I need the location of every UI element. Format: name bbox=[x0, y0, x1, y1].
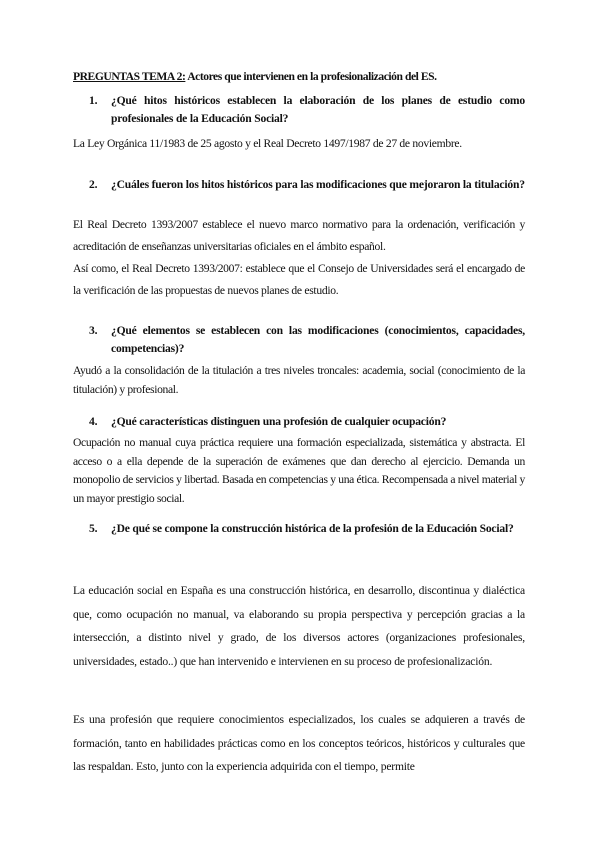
answer-4 bbox=[73, 434, 525, 508]
question-number: 5. bbox=[89, 522, 98, 535]
answer-2 bbox=[73, 214, 525, 302]
answer-paragraph: Ayudó a la consolidación de la titulación a tres niveles troncales: academia, social (conocimiento de la titulación) y profesional. bbox=[73, 364, 525, 396]
question-1 bbox=[89, 92, 525, 128]
question-number: 4. bbox=[89, 415, 98, 428]
answer-5 bbox=[73, 579, 525, 673]
question-text: ¿Cuáles fueron los hitos históricos para las modificaciones que mejoraron la titulación? bbox=[111, 178, 525, 191]
question-number: 1. bbox=[89, 94, 98, 107]
question-2 bbox=[89, 176, 525, 194]
answer-paragraph: El Real Decreto 1393/2007 establece el nuevo marco normativo para la ordenación, verificación y acreditación de enseñanzas universitarias oficiales en el ámbito español. bbox=[73, 218, 525, 253]
question-text: ¿Qué elementos se establecen con las modificaciones (conocimientos, capacidades, competencias)? bbox=[111, 324, 525, 355]
question-3 bbox=[89, 322, 525, 358]
answer-5-continued bbox=[73, 708, 525, 779]
answer-paragraph: Así como, el Real Decreto 1393/2007: establece que el Consejo de Universidades será el encargado de la verificación de las propuestas de nuevos planes de estudio. bbox=[73, 262, 525, 297]
title-text: Actores que intervienen en la profesionalización del ES. bbox=[185, 70, 437, 83]
document-title bbox=[73, 70, 525, 83]
answer-1 bbox=[73, 133, 525, 155]
answer-3 bbox=[73, 362, 525, 399]
question-5 bbox=[89, 520, 525, 538]
answer-paragraph: La Ley Orgánica 11/1983 de 25 agosto y el Real Decreto 1497/1987 de 27 de noviembre. bbox=[73, 137, 462, 150]
answer-paragraph: Es una profesión que requiere conocimientos especializados, los cuales se adquieren a través de formación, tanto en habilidades prácticas como en los conceptos teóricos, históricos y culturales que las respaldan. Esto, junto con la experiencia adquirida con el tiempo, permite bbox=[73, 713, 525, 773]
question-text: ¿Qué características distinguen una profesión de cualquier ocupación? bbox=[111, 415, 447, 428]
question-text: ¿De qué se compone la construcción histórica de la profesión de la Educación Social? bbox=[111, 522, 514, 535]
title-prefix: PREGUNTAS TEMA 2: bbox=[73, 70, 186, 83]
question-text: ¿Qué hitos históricos establecen la elaboración de los planes de estudio como profesionales de la Educación Social? bbox=[111, 94, 525, 125]
answer-paragraph: La educación social en España es una construcción histórica, en desarrollo, discontinua y dialéctica que, como ocupación no manual, va elaborando su propia perspectiva y percepción gracias a la intersección, a distinto nivel y grado, de los diversos actores (organizaciones profesionales, universidades, estado..) que han intervenido e intervienen en su proceso de profesionalización. bbox=[73, 584, 525, 668]
question-number: 3. bbox=[89, 324, 98, 337]
answer-paragraph: Ocupación no manual cuya práctica requiere una formación especializada, sistemática y abstracta. El acceso o a ella depende de la superación de exámenes que dan derecho al ejercicio. Demanda un monopolio de servicios y libertad. Basada en competencias y una ética. Recompensada a nivel material y un mayor prestigio social. bbox=[73, 436, 525, 505]
question-4 bbox=[89, 413, 525, 431]
question-number: 2. bbox=[89, 178, 98, 191]
